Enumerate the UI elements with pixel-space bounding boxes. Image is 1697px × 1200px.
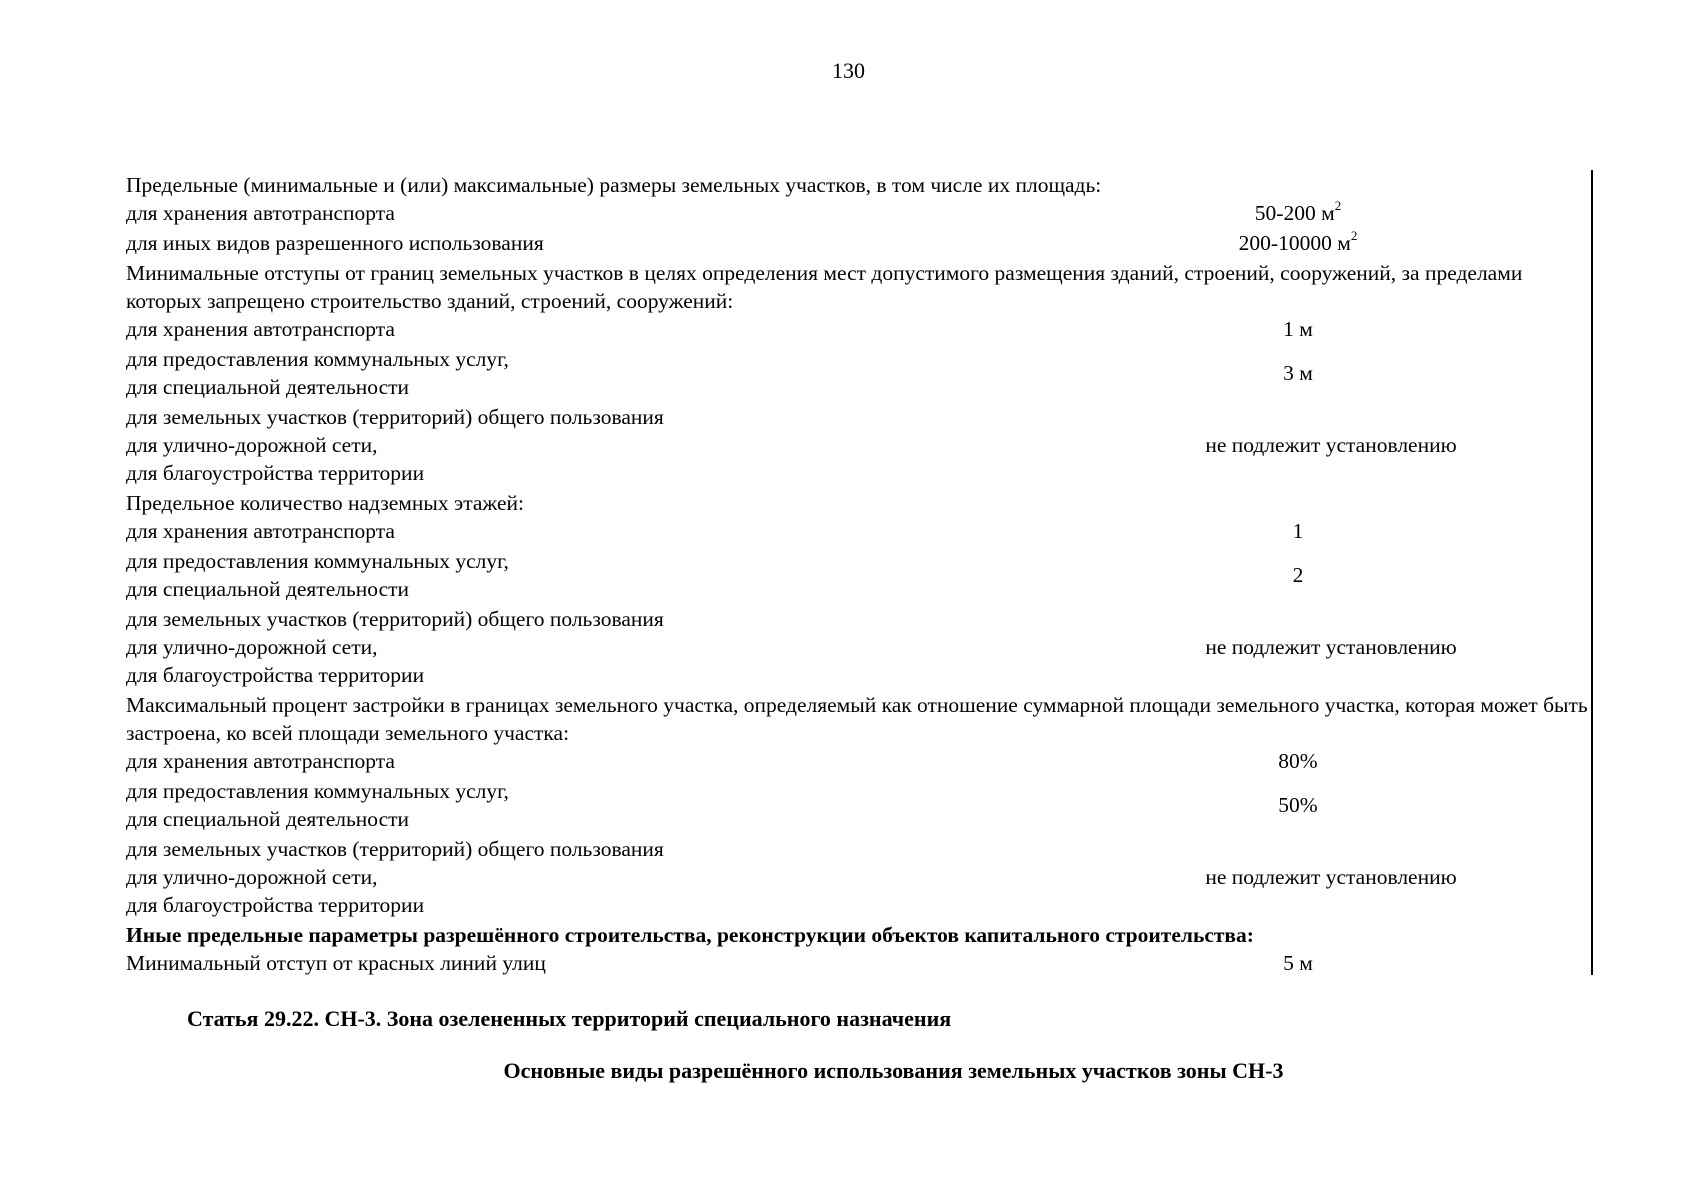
parameter-label-line: для специальной деятельности [126, 577, 410, 601]
parameter-value [1166, 949, 1430, 977]
parameter-label-line: для земельных участков (территорий) общего пользования [126, 607, 664, 631]
unit-superscript: 2 [1350, 227, 1358, 243]
parameter-heading: Иные предельные параметры разрешённого строительства, реконструкции объектов капитального строительства: [126, 923, 1254, 947]
parameter-value-text: 1 [1292, 519, 1304, 543]
parameter-value-text: 200-10000 м [1238, 231, 1351, 255]
parameter-row [126, 315, 1590, 343]
parameter-label [126, 199, 1166, 227]
parameter-label-line: для улично-дорожной сети, [126, 635, 378, 659]
parameter-value-text: не подлежит установлению [1205, 635, 1457, 659]
parameter-label-line: для специальной деятельности [126, 375, 410, 399]
parameter-value [1166, 747, 1430, 775]
parameters-block [126, 171, 1590, 977]
parameter-value [1166, 561, 1430, 589]
parameter-value [1166, 315, 1430, 343]
parameter-value-text: 50-200 м [1254, 201, 1335, 225]
parameter-label-line: для хранения автотранспорта [126, 317, 395, 341]
parameter-row [126, 517, 1590, 545]
parameter-value [1166, 863, 1496, 891]
parameter-row [126, 345, 1590, 401]
parameter-row [126, 229, 1590, 257]
parameter-label [126, 949, 1166, 977]
parameter-row [126, 747, 1590, 775]
parameter-value [1166, 431, 1496, 459]
parameter-label [126, 777, 1166, 833]
parameter-value-text: 1 м [1283, 317, 1313, 341]
parameter-label [126, 315, 1166, 343]
parameter-label-line: Минимальный отступ от красных линий улиц [126, 951, 546, 975]
parameter-value-text: 80% [1278, 749, 1318, 773]
parameter-row [126, 605, 1590, 689]
parameter-label [126, 345, 1166, 401]
parameter-value-text: 3 м [1283, 361, 1313, 385]
article-title: Статья 29.22. СН-3. Зона озелененных территорий специального назначения [187, 1006, 952, 1031]
parameter-label [126, 747, 1166, 775]
parameter-row [126, 777, 1590, 833]
parameter-value [1166, 229, 1430, 257]
unit-superscript: 2 [1334, 197, 1342, 213]
parameter-row [126, 949, 1590, 977]
parameter-label-line: для хранения автотранспорта [126, 749, 395, 773]
parameter-label-line: для хранения автотранспорта [126, 201, 395, 225]
parameter-label-line: для улично-дорожной сети, [126, 865, 378, 889]
parameter-value [1166, 359, 1430, 387]
parameter-label-line: для земельных участков (территорий) общего пользования [126, 405, 664, 429]
parameter-label [126, 229, 1166, 257]
parameter-value [1166, 633, 1496, 661]
table-border-line [1591, 170, 1593, 975]
parameter-value [1166, 199, 1430, 227]
parameter-value-text: 2 [1292, 563, 1304, 587]
parameter-label [126, 835, 1166, 919]
parameter-heading: Минимальные отступы от границ земельных участков в целях определения мест допустимого размещения зданий, строений, сооружений, за пределами которых запрещено строительство зданий, строений, сооружений: [126, 261, 1523, 313]
parameter-row [126, 403, 1590, 487]
parameter-label [126, 403, 1166, 487]
parameter-label [126, 605, 1166, 689]
parameter-label-line: для благоустройства территории [126, 893, 425, 917]
parameter-row [126, 835, 1590, 919]
parameter-heading: Предельное количество надземных этажей: [126, 491, 524, 515]
parameter-value-text: не подлежит установлению [1205, 433, 1457, 457]
parameter-row [126, 547, 1590, 603]
section-subheading: Основные виды разрешённого использования земельных участков зоны СН-3 [503, 1058, 1284, 1083]
parameter-value-text: не подлежит установлению [1205, 865, 1457, 889]
parameter-label-line: для земельных участков (территорий) общего пользования [126, 837, 664, 861]
page-number: 130 [832, 58, 865, 83]
parameter-label [126, 517, 1166, 545]
parameter-label-line: для благоустройства территории [126, 663, 425, 687]
parameter-value [1166, 791, 1430, 819]
parameter-heading: Максимальный процент застройки в границах земельного участка, определяемый как отношение суммарной площади земельного участка, которая может быть застроена, ко всей площади земельного участка: [126, 693, 1588, 745]
parameter-label-line: для предоставления коммунальных услуг, [126, 347, 509, 371]
parameter-value-text: 50% [1278, 793, 1318, 817]
parameter-label [126, 547, 1166, 603]
parameter-label-line: для предоставления коммунальных услуг, [126, 779, 509, 803]
parameter-value-text: 5 м [1283, 951, 1313, 975]
parameter-row [126, 199, 1590, 227]
parameter-heading: Предельные (минимальные и (или) максимальные) размеры земельных участков, в том числе их площадь: [126, 173, 1102, 197]
parameter-label-line: для иных видов разрешенного использования [126, 231, 544, 255]
parameter-label-line: для хранения автотранспорта [126, 519, 395, 543]
parameter-label-line: для улично-дорожной сети, [126, 433, 378, 457]
parameter-value [1166, 517, 1430, 545]
parameter-label-line: для благоустройства территории [126, 461, 425, 485]
parameter-label-line: для специальной деятельности [126, 807, 410, 831]
parameter-label-line: для предоставления коммунальных услуг, [126, 549, 509, 573]
